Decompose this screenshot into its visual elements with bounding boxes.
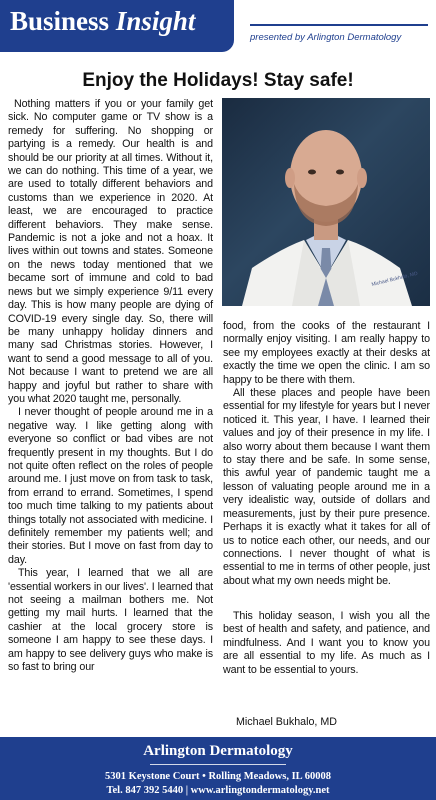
footer-address: 5301 Keystone Court • Rolling Meadows, IL 60008 xyxy=(105,771,331,782)
paragraph: All these places and people have been essential for my lifestyle for years but I never noticed it. This year, I have. I learned their values and joy of their presence in my life. I also worry about them because I want them to stay there and be safe. In some sense, this awful year of pandemic taught me a lesson of valuating people around me in a very idealistic way, outside of dollars and measurements, just by their pure presence. Perhaps it is exactly what it takes for all of us to notice each other, our needs, and our connections. I never thought of what is essential to me in terms of other people, just about what my own needs might be. xyxy=(223,387,430,587)
footer-divider xyxy=(150,764,286,765)
author-photo xyxy=(222,98,430,306)
eye-right xyxy=(336,170,344,175)
portrait-illustration xyxy=(222,98,430,306)
paragraph: Nothing matters if you or your family get sick. No computer game or TV show is a remedy for suffering. No shopping or partying is a remedy. Our health is and should be our priority at all times. Without it, we can do nothing. This time of a year, we are used to totally different behaviors and customs than we experience in 2020. At least, we are encouraged to practice different behaviors. They make sense. Pandemic is not a joke and not a hoax. It lives within out towns and states. Someone on the news today mentioned that we became sort of immune and cold to bad news but we simply experience 9/11 every day. This is how many people are dying of COVID-19 every single day. So, there will be many unhappy holiday dinners and many sad Christmas stories. However, I want to send a good message to all of you. Not because I want to pretend we are all happy and joyful but rather to share with you what 2020 taught me, personally. xyxy=(8,98,213,405)
title-business: Business xyxy=(10,6,110,36)
article-column-left xyxy=(8,98,213,674)
article-column-right-bottom xyxy=(223,610,430,677)
paragraph: This holiday season, I wish you all the best of health and safety, and patience, and mindfulness. And I want you to know you are all essential to my life. As much as I want to be essential to yours. xyxy=(223,610,430,676)
footer xyxy=(0,737,436,800)
article-column-right-top xyxy=(223,320,430,588)
eye-left xyxy=(308,170,316,175)
author-signature: Michael Bukhalo, MD xyxy=(236,716,337,728)
header-divider xyxy=(250,24,428,26)
title-banner xyxy=(0,0,234,52)
publication-title xyxy=(10,6,195,37)
masthead xyxy=(0,0,436,60)
title-insight: Insight xyxy=(115,6,196,36)
ear-right xyxy=(357,168,367,188)
paragraph: I never thought of people around me in a negative way. I like getting along with everyone so conflict or bad vibes are not frequently present in my thoughts. But I do not quite often reflect on the roles of people around me. I just move on from task to task, from errand to errand. Sometimes, I spend too much time talking to my patients about things totally not associated with medicine. I definitely remember my patients well; and their stories. But I move on fast from day to day. xyxy=(8,406,213,566)
footer-practice-name: Arlington Dermatology xyxy=(143,743,293,759)
paragraph: This year, I learned that we all are 'essential workers in our lives'. I learned that not seeing a mailman bothers me. Not getting my mail hurts. I learned that the cashier at the local grocery store is someone I am happy to see these days. I am happy to see delivery guys who make is so fast to bring our xyxy=(8,567,213,674)
ear-left xyxy=(285,168,295,188)
presented-by: presented by Arlington Dermatology xyxy=(250,32,402,43)
paragraph: food, from the cooks of the restaurant I normally enjoy visiting. I am really happy to see my employees exactly at their desks at exactly the time we open the clinic. I am so happy to be there with them. xyxy=(223,320,430,386)
article-headline: Enjoy the Holidays! Stay safe! xyxy=(82,70,354,91)
coat-embroidery: Michael Bukhalo, MD xyxy=(371,270,419,288)
footer-contact: Tel. 847 392 5440 | www.arlingtondermatology.net xyxy=(106,785,330,796)
